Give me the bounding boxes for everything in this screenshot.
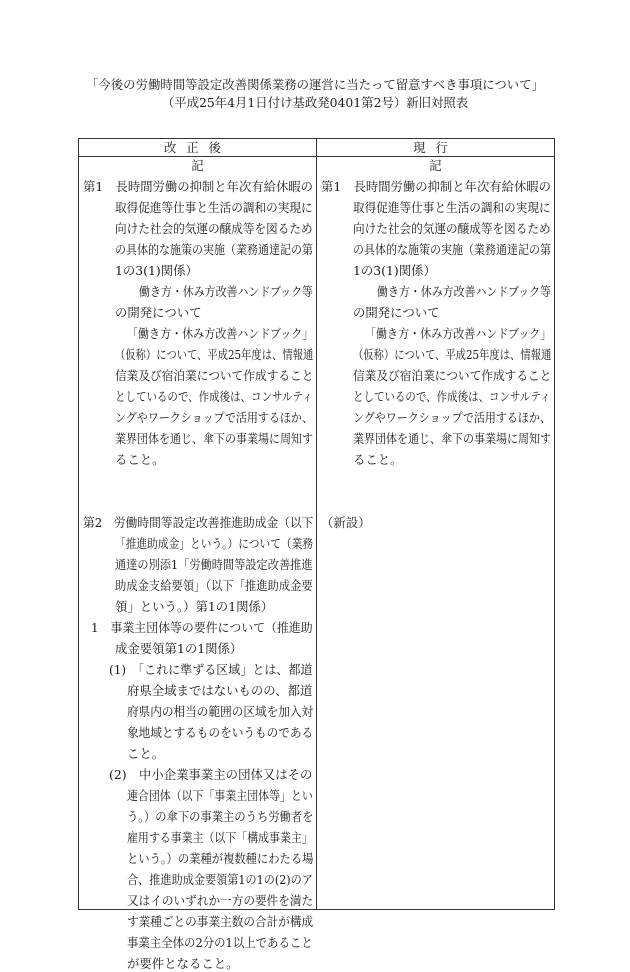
document-title-line2: （平成25年4月1日付け基政発0401第2号）新旧対照表 [161, 95, 469, 110]
new-line: 「働き方・休み方改善ハンドブック」 [127, 326, 314, 341]
new-line: 第2 労働時間等設定改善推進助成金（以下 [83, 515, 314, 530]
old-cell-body [317, 157, 554, 909]
column-new [79, 157, 317, 971]
new-line: 働き方・休み方改善ハンドブック等 [139, 284, 313, 299]
new-line: 又はイのいずれか一方の要件を満た [127, 893, 314, 908]
old-line: の開発について [353, 305, 440, 320]
new-line: としているので、作成後は、コンサルティ [115, 389, 313, 404]
new-line: 府県内の相当の範囲の区域を加入対 [127, 704, 314, 719]
new-line: 助成金支給要領」（以下「推進助成金要 [115, 578, 313, 593]
new-line: 向けた社会的気運の醸成等を図るため [115, 221, 313, 236]
new-line: 第1 長時間労働の抑制と年次有給休暇の [83, 179, 313, 194]
header-old: 現行 [317, 139, 555, 157]
new-line: う。）の傘下の事業主のうち労働者を [127, 809, 314, 824]
old-line: 働き方・休み方改善ハンドブック等 [377, 284, 551, 299]
new-line: (2) 中小企業事業主の団体又はその [109, 767, 313, 782]
new-line: 領」という。）第1の1関係） [115, 599, 274, 614]
old-line-new-establishment: （新設） [321, 515, 371, 530]
old-line: 業界団体を通じ、傘下の事業場に周知す [353, 431, 552, 446]
old-line: 第1 長時間労働の抑制と年次有給休暇の [321, 179, 551, 194]
new-line: 事業主全体の2分の1以上であること [127, 935, 313, 950]
new-line: （仮称）について、平成25年度は、情報通 [115, 347, 314, 362]
new-line: 業界団体を通じ、傘下の事業場に周知す [115, 431, 314, 446]
document-title-line1: 「今後の労働時間等設定改善関係業務の運営に当たって留意すべき事項について」 [86, 77, 544, 92]
new-line: ること。 [115, 452, 165, 467]
old-line: ること。 [353, 452, 403, 467]
new-line: 通達の別添1「労働時間等設定改善推進 [115, 557, 313, 572]
new-line: 合、推進助成金要領第1の1の(2)のア [127, 872, 313, 887]
header-new: 改正後 [79, 139, 317, 157]
old-ki-heading: 記 [429, 158, 442, 173]
old-line: 信業及び宿泊業について作成すること [353, 368, 552, 383]
new-line: が要件となること。 [127, 956, 239, 971]
new-line: 「推進助成金」という。）について（業務 [115, 536, 314, 551]
column-old [317, 157, 555, 910]
old-line: の具体的な施策の実施（業務通達記の第 [353, 242, 552, 257]
new-line: 取得促進等仕事と生活の調和の実現に [115, 200, 313, 215]
new-cell-body [79, 157, 316, 971]
new-line: の開発について [115, 305, 202, 320]
comparison-table [78, 138, 555, 971]
new-line: の具体的な施策の実施（業務通達記の第 [115, 242, 314, 257]
new-line: 連合団体（以下「事業主団体等」とい [127, 788, 313, 803]
new-line: 雇用する事業主（以下「構成事業主」 [127, 830, 313, 845]
old-line: 1の3(1)関係） [353, 263, 436, 278]
new-line: 1の3(1)関係） [115, 263, 198, 278]
old-line: ングやワークショップで活用するほか、 [353, 410, 551, 425]
new-line: 成金要領第1の1関係） [115, 641, 243, 656]
old-line: 「働き方・休み方改善ハンドブック」 [365, 326, 552, 341]
new-line: 1 事業主団体等の要件について（推進助 [91, 620, 313, 635]
new-line: ングやワークショップで活用するほか、 [115, 410, 313, 425]
old-line: （仮称）について、平成25年度は、情報通 [353, 347, 552, 362]
new-ki-heading: 記 [191, 158, 204, 173]
new-line: 象地域とするものをいうものである [127, 725, 314, 740]
new-line: 信業及び宿泊業について作成すること [115, 368, 314, 383]
old-line: としているので、作成後は、コンサルティ [353, 389, 551, 404]
new-line: 府県全域まではないものの、都道 [127, 683, 313, 698]
new-line: こと。 [127, 746, 165, 761]
new-line: す業種ごとの事業主数の合計が構成 [127, 914, 314, 929]
old-line: 取得促進等仕事と生活の調和の実現に [353, 200, 551, 215]
old-line: 向けた社会的気運の醸成等を図るため [353, 221, 551, 236]
new-line: という。）の業種が複数種にわたる場 [127, 851, 314, 866]
new-line: (1) 「これに準ずる区域」とは、都道 [109, 662, 313, 677]
